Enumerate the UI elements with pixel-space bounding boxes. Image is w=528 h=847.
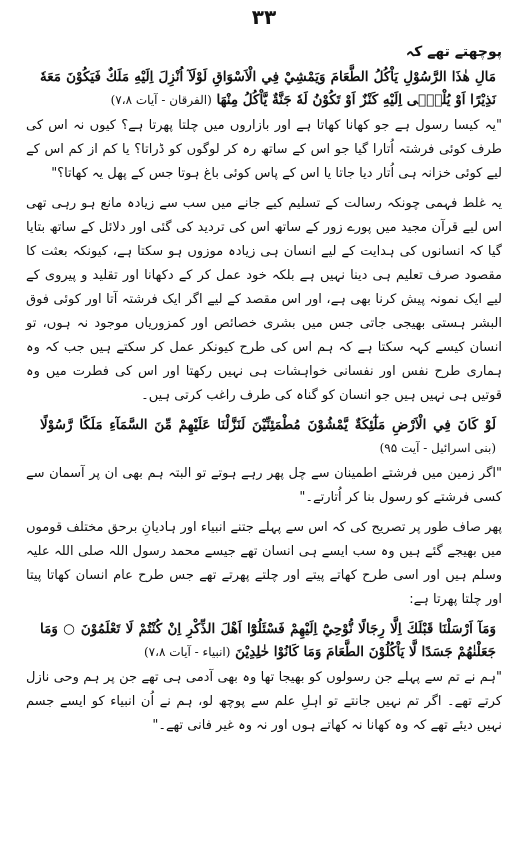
- verse-text: مَالِ هٰذَا الرَّسُوْلِ يَاْكُلُ الطَّعَامَ وَيَمْشِيْ فِي الْاَسْوَاقِ لَوْلَآ اُنْزِلَ اِلَيْهِ مَلَكٌ فَيَكُوْنَ مَعَهٗ نَذِيْرًا اَوْ يُلْقٰۤى اِلَيْهِ كَنْزٌ اَوْ تَكُوْنُ لَهٗ جَنَّةٌ يَّاْكُلُ مِنْهَا: [40, 69, 496, 108]
- verse-translation-3: "ہم نے تم سے پہلے جن رسولوں کو بھیجا تھا وہ بھی آدمی ہی تھے جن پر ہم وحی نازل کرتے تھے۔ اگر تم نہیں جانتے تو اہلِ علم سے پوچھ لو، ہم نے اُن انبیاء کو ایسے جسم نہیں دیئے تھے کہ وہ کھانا نہ کھاتے ہوں اور نہ وہ غیر فانی تھے۔": [26, 670, 502, 733]
- verse-text: وَمَآ اَرْسَلْنَا قَبْلَكَ اِلَّا رِجَالًا نُّوْحِيْٓ اِلَيْهِمْ فَسْئَلُوْٓا اَهْلَ الذِّكْرِ اِنْ كُنْتُمْ لَا تَعْلَمُوْنَ ○ وَمَا جَعَلْنٰهُمْ جَسَدًا لَّا يَاْكُلُوْنَ الطَّعَامَ وَمَا كَانُوْا خٰلِدِيْنَ: [40, 621, 496, 660]
- verse-reference: (بنی اسرائیل - آیت ۹۵): [379, 441, 496, 455]
- body-paragraph-2: پھر صاف طور پر تصریح کی کہ اس سے پہلے جتنے انبیاء اور ہادیانِ برحق مختلف قوموں میں بھیجے گئے ہیں وہ سب ایسے ہی انسان تھے جیسے محمد رسول اللہ صلی اللہ علیہ وسلم ہیں اور اسی طرح کھاتے پیتے اور چلتے پھرتے تھے جس طرح عام انسان کھاتا پیتا اور چلتا پھرتا ہے:: [26, 520, 502, 607]
- verse-translation-2: "اگر زمین میں فرشتے اطمینان سے چل پھر رہے ہوتے تو البتہ ہم بھی ان پر آسمان سے کسی فرشتے کو رسول بنا کر اُتارتے۔": [26, 466, 502, 505]
- quran-verse-2: [40, 414, 496, 460]
- verse-reference: (الفرقان - آیات ۷،۸): [110, 93, 212, 107]
- verse-translation-1: "یہ کیسا رسول ہے جو کھانا کھاتا ہے اور بازاروں میں چلتا پھرتا ہے؟ کیوں نہ اس کی طرف کوئی فرشتہ اُتارا گیا جو اس کے ساتھ رہ کر لوگوں کو ڈراتا؟ یا کم از کم اس کے لیے کوئی خزانہ ہی اُتار دیا جاتا یا اس کے پاس کوئی باغ ہوتا جس کے پھل یہ کھاتا؟": [26, 118, 502, 181]
- verse-text: لَوْ كَانَ فِي الْاَرْضِ مَلٰٓئِكَةٌ يَّمْشُوْنَ مُطْمَئِنِّيْنَ لَنَزَّلْنَا عَلَيْهِمْ مِّنَ السَّمَآءِ مَلَكًا رَّسُوْلًا: [40, 417, 496, 433]
- quran-verse-1: [40, 66, 496, 112]
- body-paragraph-1: یہ غلط فہمی چونکہ رسالت کے تسلیم کیے جانے میں سب سے زیادہ مانع ہو رہی تھی اس لیے قرآن مجید میں پورے زور کے ساتھ اس کی تردید کی گئی اور دلائل کے ساتھ بتایا گیا کہ انسانوں کی ہدایت کے لیے انسان ہی زیادہ موزوں ہو سکتا ہے، کیونکہ بعثت کا مقصود صرف تعلیم ہی دینا نہیں ہے بلکہ خود عمل کر کے دکھانا اور تقلید و پیروی کے لیے ایک نمونہ پیش کرنا بھی ہے، اور اس مقصد کے لیے اگر ایک فرشتہ آتا اور کوئی فوق البشر ہستی بھیجی جاتی جس میں بشری خصائص اور کمزوریاں موجود نہ ہوں، تو انسان کیسے کہہ سکتا ہے کہ ہم اس کی طرح کیونکر عمل کر سکتے ہیں جب کہ وہ ہماری طرح نفس اور نفسانی خواہشات ہی نہیں رکھتا اور اس کی فطرت میں وہ قوتیں ہی نہیں ہیں جو انسان کو گناہ کی طرف راغب کرتی ہیں۔: [26, 196, 502, 403]
- page-number: ۳۳: [251, 5, 277, 29]
- verse-reference: (انبیاء - آیات ۷،۸): [143, 645, 231, 659]
- section-heading: پوچھتے تھے کہ: [405, 44, 502, 60]
- quran-verse-3: [40, 618, 496, 664]
